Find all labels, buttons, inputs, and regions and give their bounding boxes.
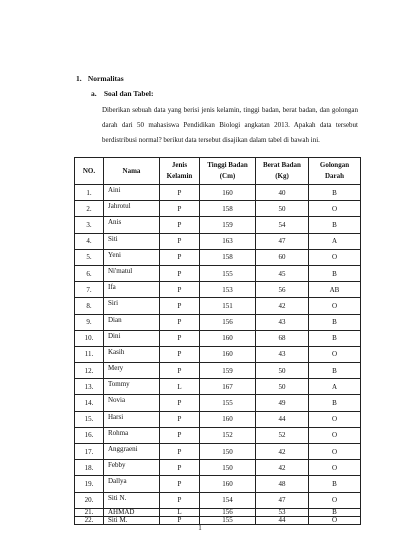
cell-berat-badan: 52 <box>256 427 309 443</box>
table-row <box>75 249 361 265</box>
cell-jenis-kelamin: P <box>160 249 200 265</box>
cell-nama: Mery <box>104 363 160 379</box>
cell-golongan-darah: B <box>309 314 361 330</box>
cell-golongan-darah: O <box>309 201 361 217</box>
table-row <box>75 363 361 379</box>
cell-tinggi-badan: 167 <box>200 379 256 395</box>
cell-berat-badan: 42 <box>256 460 309 476</box>
cell-no: 5. <box>75 249 104 265</box>
cell-nama: Novia <box>104 395 160 411</box>
cell-tinggi-badan: 160 <box>200 185 256 201</box>
cell-no: 6. <box>75 265 104 281</box>
cell-golongan-darah: B <box>309 217 361 233</box>
table-row <box>75 444 361 460</box>
cell-jenis-kelamin: P <box>160 265 200 281</box>
cell-nama: Ni'matul <box>104 265 160 281</box>
table-header-row <box>75 158 361 185</box>
cell-nama: Aini <box>104 185 160 201</box>
cell-jenis-kelamin: P <box>160 346 200 362</box>
cell-jenis-kelamin: P <box>160 492 200 508</box>
cell-berat-badan: 53 <box>256 508 309 516</box>
data-table <box>74 157 361 525</box>
table-row <box>75 185 361 201</box>
cell-berat-badan: 49 <box>256 395 309 411</box>
cell-no: 11. <box>75 346 104 362</box>
cell-no: 21. <box>75 508 104 516</box>
cell-tinggi-badan: 153 <box>200 282 256 298</box>
cell-berat-badan: 50 <box>256 363 309 379</box>
table-row <box>75 233 361 249</box>
cell-no: 3. <box>75 217 104 233</box>
page-number: 1 <box>198 524 202 532</box>
cell-golongan-darah: A <box>309 379 361 395</box>
header-berat-badan: Berat Badan (Kg) <box>256 158 309 185</box>
cell-jenis-kelamin: P <box>160 314 200 330</box>
table-row <box>75 346 361 362</box>
cell-jenis-kelamin: P <box>160 233 200 249</box>
cell-golongan-darah: B <box>309 265 361 281</box>
cell-golongan-darah: O <box>309 249 361 265</box>
cell-tinggi-badan: 160 <box>200 411 256 427</box>
cell-jenis-kelamin: L <box>160 508 200 516</box>
problem-paragraph: Diberikan sebuah data yang berisi jenis kelamin, tinggi badan, berat badan, dan golongan darah dari 50 mahasiswa Pendidikan Biologi angkatan 2013. Apakah data tersebut berdistribusi normal? berikut data tersebut disajikan dalam tabel di bawah ini. <box>102 106 358 144</box>
cell-nama: Anis <box>104 217 160 233</box>
cell-golongan-darah: O <box>309 346 361 362</box>
cell-tinggi-badan: 150 <box>200 460 256 476</box>
table-row <box>75 265 361 281</box>
cell-tinggi-badan: 155 <box>200 265 256 281</box>
cell-nama: Siri <box>104 298 160 314</box>
cell-nama: Dian <box>104 314 160 330</box>
table-row <box>75 314 361 330</box>
table-row <box>75 201 361 217</box>
cell-jenis-kelamin: P <box>160 217 200 233</box>
table-row <box>75 379 361 395</box>
cell-no: 2. <box>75 201 104 217</box>
cell-golongan-darah: O <box>309 298 361 314</box>
cell-jenis-kelamin: P <box>160 282 200 298</box>
cell-no: 10. <box>75 330 104 346</box>
cell-berat-badan: 54 <box>256 217 309 233</box>
cell-golongan-darah: O <box>309 427 361 443</box>
cell-tinggi-badan: 152 <box>200 427 256 443</box>
cell-tinggi-badan: 159 <box>200 217 256 233</box>
cell-tinggi-badan: 151 <box>200 298 256 314</box>
table-row <box>75 492 361 508</box>
cell-tinggi-badan: 155 <box>200 516 256 524</box>
cell-berat-badan: 47 <box>256 492 309 508</box>
cell-berat-badan: 40 <box>256 185 309 201</box>
cell-berat-badan: 44 <box>256 411 309 427</box>
cell-golongan-darah: B <box>309 508 361 516</box>
section-number: 1. <box>76 74 82 83</box>
cell-no: 19. <box>75 476 104 492</box>
cell-no: 16. <box>75 427 104 443</box>
cell-tinggi-badan: 160 <box>200 346 256 362</box>
table-row <box>75 395 361 411</box>
header-jenis-kelamin: Jenis Kelamin <box>160 158 200 185</box>
header-nama: Nama <box>104 158 160 185</box>
cell-no: 7. <box>75 282 104 298</box>
cell-no: 4. <box>75 233 104 249</box>
cell-nama: Jahrotul <box>104 201 160 217</box>
cell-jenis-kelamin: P <box>160 411 200 427</box>
cell-berat-badan: 48 <box>256 476 309 492</box>
cell-golongan-darah: O <box>309 492 361 508</box>
cell-berat-badan: 44 <box>256 516 309 524</box>
table-row <box>75 460 361 476</box>
cell-no: 15. <box>75 411 104 427</box>
cell-jenis-kelamin: P <box>160 460 200 476</box>
cell-no: 18. <box>75 460 104 476</box>
cell-golongan-darah: O <box>309 411 361 427</box>
table-row <box>75 476 361 492</box>
table-row <box>75 427 361 443</box>
cell-jenis-kelamin: P <box>160 298 200 314</box>
cell-nama: Rohma <box>104 427 160 443</box>
cell-golongan-darah: O <box>309 444 361 460</box>
cell-golongan-darah: B <box>309 395 361 411</box>
cell-golongan-darah: A <box>309 233 361 249</box>
cell-nama: Siti <box>104 233 160 249</box>
cell-tinggi-badan: 150 <box>200 444 256 460</box>
cell-no: 8. <box>75 298 104 314</box>
cell-no: 17. <box>75 444 104 460</box>
table-row <box>75 411 361 427</box>
cell-nama: Kasih <box>104 346 160 362</box>
cell-jenis-kelamin: P <box>160 185 200 201</box>
cell-tinggi-badan: 159 <box>200 363 256 379</box>
cell-no: 22. <box>75 516 104 524</box>
cell-tinggi-badan: 160 <box>200 330 256 346</box>
cell-tinggi-badan: 158 <box>200 201 256 217</box>
cell-golongan-darah: B <box>309 476 361 492</box>
cell-no: 13. <box>75 379 104 395</box>
cell-berat-badan: 60 <box>256 249 309 265</box>
subsection-title: Soal dan Tabel: <box>103 89 154 98</box>
cell-tinggi-badan: 156 <box>200 508 256 516</box>
subsection-letter: a. <box>91 89 97 98</box>
cell-golongan-darah: O <box>309 516 361 524</box>
cell-jenis-kelamin: P <box>160 476 200 492</box>
cell-jenis-kelamin: P <box>160 395 200 411</box>
cell-golongan-darah: AB <box>309 282 361 298</box>
table-row <box>75 217 361 233</box>
subsection-heading <box>91 89 153 98</box>
cell-tinggi-badan: 156 <box>200 314 256 330</box>
cell-no: 14. <box>75 395 104 411</box>
cell-berat-badan: 50 <box>256 379 309 395</box>
cell-nama: Siti M. <box>104 516 160 524</box>
header-tinggi-badan: Tinggi Badan (Cm) <box>200 158 256 185</box>
cell-jenis-kelamin: P <box>160 516 200 524</box>
cell-jenis-kelamin: P <box>160 201 200 217</box>
cell-golongan-darah: O <box>309 460 361 476</box>
cell-nama: Siti N. <box>104 492 160 508</box>
cell-berat-badan: 47 <box>256 233 309 249</box>
cell-nama: Tommy <box>104 379 160 395</box>
cell-golongan-darah: B <box>309 185 361 201</box>
cell-berat-badan: 42 <box>256 298 309 314</box>
cell-golongan-darah: B <box>309 363 361 379</box>
cell-nama: Yeni <box>104 249 160 265</box>
cell-golongan-darah: B <box>309 330 361 346</box>
cell-berat-badan: 50 <box>256 201 309 217</box>
cell-tinggi-badan: 154 <box>200 492 256 508</box>
section-title: Normalitas <box>87 74 124 83</box>
section-heading <box>76 74 124 83</box>
cell-nama: Anggraeni <box>104 444 160 460</box>
cell-nama: AHMAD <box>104 508 160 516</box>
header-no: NO. <box>75 158 104 185</box>
table-row <box>75 298 361 314</box>
cell-no: 20. <box>75 492 104 508</box>
cell-jenis-kelamin: P <box>160 427 200 443</box>
cell-no: 9. <box>75 314 104 330</box>
cell-jenis-kelamin: P <box>160 363 200 379</box>
cell-berat-badan: 56 <box>256 282 309 298</box>
cell-berat-badan: 43 <box>256 314 309 330</box>
header-golongan-darah: Golongan Darah <box>309 158 361 185</box>
cell-nama: Febby <box>104 460 160 476</box>
cell-berat-badan: 43 <box>256 346 309 362</box>
cell-no: 12. <box>75 363 104 379</box>
cell-nama: Ifa <box>104 282 160 298</box>
cell-jenis-kelamin: P <box>160 330 200 346</box>
cell-jenis-kelamin: L <box>160 379 200 395</box>
cell-nama: Dallya <box>104 476 160 492</box>
cell-tinggi-badan: 160 <box>200 476 256 492</box>
cell-berat-badan: 45 <box>256 265 309 281</box>
cell-tinggi-badan: 158 <box>200 249 256 265</box>
table-row <box>75 282 361 298</box>
table-row <box>75 330 361 346</box>
cell-jenis-kelamin: P <box>160 444 200 460</box>
cell-berat-badan: 42 <box>256 444 309 460</box>
cell-tinggi-badan: 155 <box>200 395 256 411</box>
cell-tinggi-badan: 163 <box>200 233 256 249</box>
cell-no: 1. <box>75 185 104 201</box>
cell-nama: Harsi <box>104 411 160 427</box>
cell-nama: Dini <box>104 330 160 346</box>
cell-berat-badan: 68 <box>256 330 309 346</box>
